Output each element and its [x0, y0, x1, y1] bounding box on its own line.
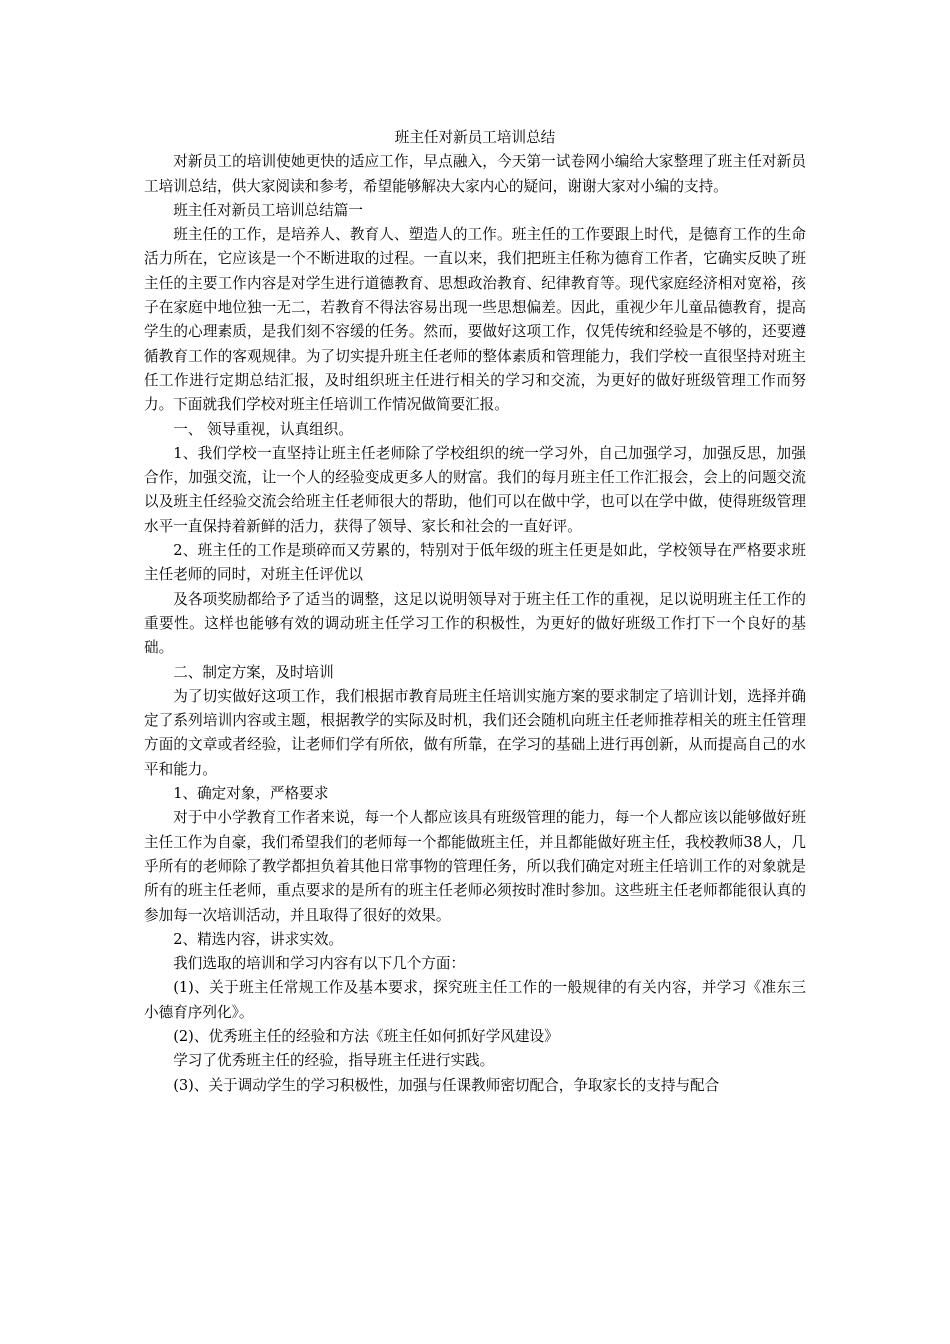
content-item-3: (3)、关于调动学生的学习积极性，加强与任课教师密切配合，争取家长的支持与配合	[173, 1076, 720, 1094]
section-heading-part-one: 班主任对新员工培训总结篇一	[173, 201, 363, 219]
document-body	[144, 150, 806, 1098]
paragraph-item-2: 2、班主任的工作是琐碎而又劳累的，特别对于低年级的班主任更是如此，学校领导在严格要求班主任老师的同时，对班主任评优以	[144, 542, 806, 584]
intro-paragraph: 对新员工的培训使她更快的适应工作，早点融入，今天第一试卷网小编给大家整理了班主任对新员工培训总结，供大家阅读和参考，希望能够解决大家内心的疑问，谢谢大家对小编的支持。	[144, 153, 806, 195]
subheading-content: 2、精选内容，讲求实效。	[173, 930, 344, 948]
plan-paragraph: 为了切实做好这项工作，我们根据市教育局班主任培训实施方案的要求制定了培训计划，选择并确定了系列培训内容或主题，根据教学的实际及时机，我们还会随机向班主任老师推荐相关的班主任管理方面的文章或者经验，让老师们学有所依，做有所靠，在学习的基础上进行再创新，从而提高自己的水平和能力。	[144, 687, 806, 778]
target-paragraph: 对于中小学教育工作者来说，每一个人都应该具有班级管理的能力，每一个人都应该以能够做好班主任工作为自豪，我们希望我们的老师每一个都能做班主任，并且都能做好班主任，我校教师38人，几乎所有的老师除了教学都担负着其他日常事物的管理任务，所以我们确定对班主任培训工作的对象就是所有的班主任老师，重点要求的是所有的班主任老师必须按时准时参加。这些班主任老师都能很认真的参加每一次培训活动，并且取得了很好的效果。	[144, 809, 806, 924]
document-page	[144, 126, 806, 1098]
content-intro-paragraph: 我们选取的培训和学习内容有以下几个方面：	[173, 955, 466, 973]
section-heading-leadership: 一、 领导重视，认真组织。	[173, 420, 353, 438]
section-heading-plan: 二、制定方案，及时培训	[173, 663, 334, 681]
document-title: 班主任对新员工培训总结	[394, 129, 556, 146]
content-item-2: (2)、优秀班主任的经验和方法《班主任如何抓好学风建设》	[173, 1027, 559, 1045]
content-item-2-note: 学习了优秀班主任的经验，指导班主任进行实践。	[173, 1052, 495, 1070]
paragraph-item-2-continued: 及各项奖励都给予了适当的调整，这足以说明领导对于班主任工作的重视，足以说明班主任工作的重要性。这样也能够有效的调动班主任学习工作的积极性，为更好的做好班级工作打下一个良好的基础。	[144, 590, 806, 657]
content-item-1: (1)、关于班主任常规工作及基本要求，探究班主任工作的一般规律的有关内容，并学习《准东三小德育序列化》。	[144, 979, 806, 1021]
subheading-target: 1、确定对象，严格要求	[173, 785, 329, 803]
paragraph-item-1: 1、我们学校一直坚持让班主任老师除了学校组织的统一学习外，自己加强学习，加强反思，加强合作，加强交流，让一个人的经验变成更多人的财富。我们的每月班主任工作汇报会，会上的问题交流以及班主任经验交流会给班主任老师很大的帮助，他们可以在做中学，也可以在学中做，使得班级管理水平一直保持着新鲜的活力，获得了领导、家长和社会的一直好评。	[144, 444, 806, 535]
overview-paragraph: 班主任的工作，是培养人、教育人、塑造人的工作。班主任的工作要跟上时代，是德育工作的生命活力所在，它应该是一个不断进取的过程。一直以来，我们把班主任称为德育工作者，它确实反映了班主任的主要工作内容是对学生进行道德教育、思想政治教育、纪律教育等。现代家庭经济相对宽裕，孩子在家庭中地位独一无二，若教育不得法容易出现一些思想偏差。因此，重视少年儿童品德教育，提高学生的心理素质，是我们刻不容缓的任务。然而，要做好这项工作，仅凭传统和经验是不够的，还要遵循教育工作的客观规律。为了切实提升班主任老师的整体素质和管理能力，我们学校一直很坚持对班主任工作进行定期总结汇报，及时组织班主任进行相关的学习和交流，为更好的做好班级管理工作而努力。下面就我们学校对班主任培训工作情况做简要汇报。	[144, 226, 806, 414]
